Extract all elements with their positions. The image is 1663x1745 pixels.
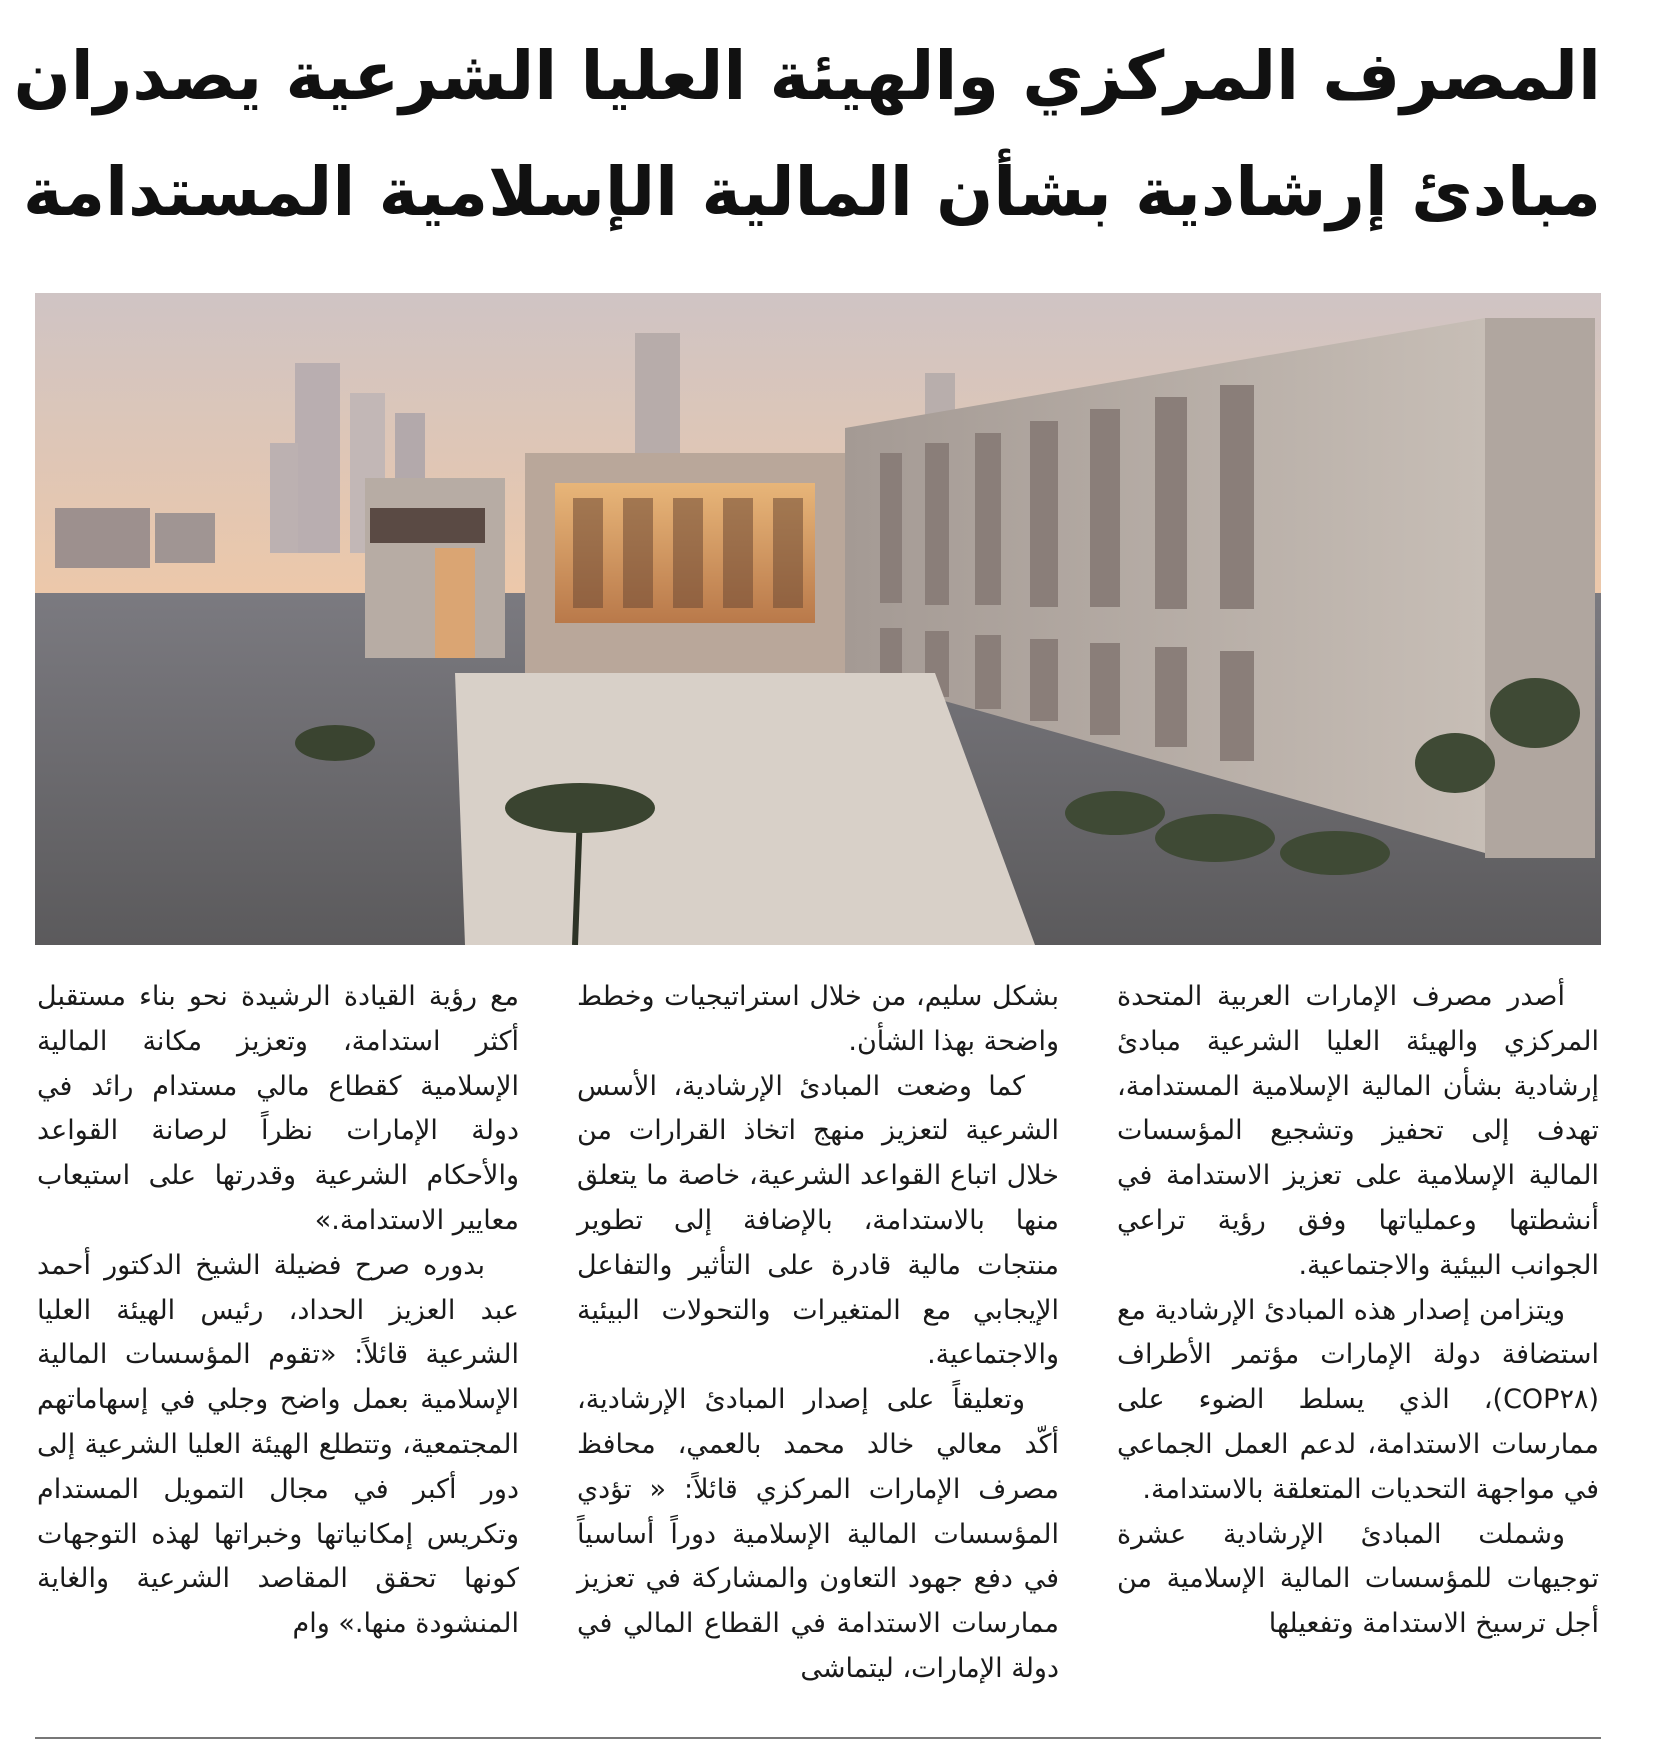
article-column-1 xyxy=(1117,975,1599,1647)
headline-line-2: مبادئ إرشادية بشأن المالية الإسلامية المستدامة xyxy=(22,153,1601,231)
column-3-paragraph-2: بدوره صرح فضيلة الشيخ الدكتور أحمد عبد العزيز الحداد، رئيس الهيئة العليا الشرعية قائلاً: «تقوم المؤسسات المالية الإسلامية بعمل واضح وجلي في إسهاماتهم المجتمعية، وتتطلع الهيئة العليا الشرعية إلى دور أكبر في مجال التمويل المستدام وتكريس إمكانياتها وخبراتها لهذه التوجهات كونها تحقق المقاصد الشرعية والغاية المنشودة منها.» وام xyxy=(37,1249,519,1640)
column-1-paragraph-1: أصدر مصرف الإمارات العربية المتحدة المركزي والهيئة العليا الشرعية مبادئ إرشادية بشأن المالية الإسلامية المستدامة، تهدف إلى تحفيز وتشجيع المؤسسات المالية الإسلامية على تعزيز الاستدامة في أنشطتها وعملياتها وفق رؤية تراعي الجوانب البيئية والاجتماعية. xyxy=(1117,981,1599,1281)
photo-building-icon xyxy=(35,293,1601,945)
column-1-paragraph-3: وشملت المبادئ الإرشادية عشرة توجيهات للمؤسسات المالية الإسلامية من أجل ترسيخ الاستدامة وتفعيلها xyxy=(1117,1518,1599,1640)
headline xyxy=(13,18,1601,250)
column-2-paragraph-2: كما وضعت المبادئ الإرشادية، الأسس الشرعية لتعزيز منهج اتخاذ القرارات من خلال اتباع القواعد الشرعية، خاصة ما يتعلق منها بالاستدامة، بالإضافة إلى تطوير منتجات مالية قادرة على التأثير والتفاعل الإيجابي مع المتغيرات والتحولات البيئية والاجتماعية. xyxy=(577,1070,1059,1371)
headline-line-1: المصرف المركزي والهيئة العليا الشرعية يصدران xyxy=(13,37,1601,115)
article-photo xyxy=(35,293,1601,945)
column-2-paragraph-1: بشكل سليم، من خلال استراتيجيات وخطط واضحة بهذا الشأن. xyxy=(577,981,1059,1057)
bottom-divider xyxy=(35,1737,1601,1739)
column-3-paragraph-1: مع رؤية القيادة الرشيدة نحو بناء مستقبل أكثر استدامة، وتعزيز مكانة المالية الإسلامية كقطاع مالي مستدام رائد في دولة الإمارات نظراً لرصانة القواعد والأحكام الشرعية وقدرتها على استيعاب معايير الاستدامة.» xyxy=(37,981,519,1236)
column-2-paragraph-3: وتعليقاً على إصدار المبادئ الإرشادية، أكّد معالي خالد محمد بالعمي، محافظ مصرف الإمارات المركزي قائلاً: « تؤدي المؤسسات المالية الإسلامية دوراً أساسياً في دفع جهود التعاون والمشاركة في تعزيز ممارسات الاستدامة في القطاع المالي في دولة الإمارات، ليتماشى xyxy=(577,1384,1059,1684)
article-column-3 xyxy=(37,975,519,1647)
article-column-2 xyxy=(577,975,1059,1692)
column-1-paragraph-2: ويتزامن إصدار هذه المبادئ الإرشادية مع استضافة دولة الإمارات مؤتمر الأطراف (COP٢٨)، الذي يسلط الضوء على ممارسات الاستدامة، لدعم العمل الجماعي في مواجهة التحديات المتعلقة بالاستدامة. xyxy=(1117,1294,1599,1505)
